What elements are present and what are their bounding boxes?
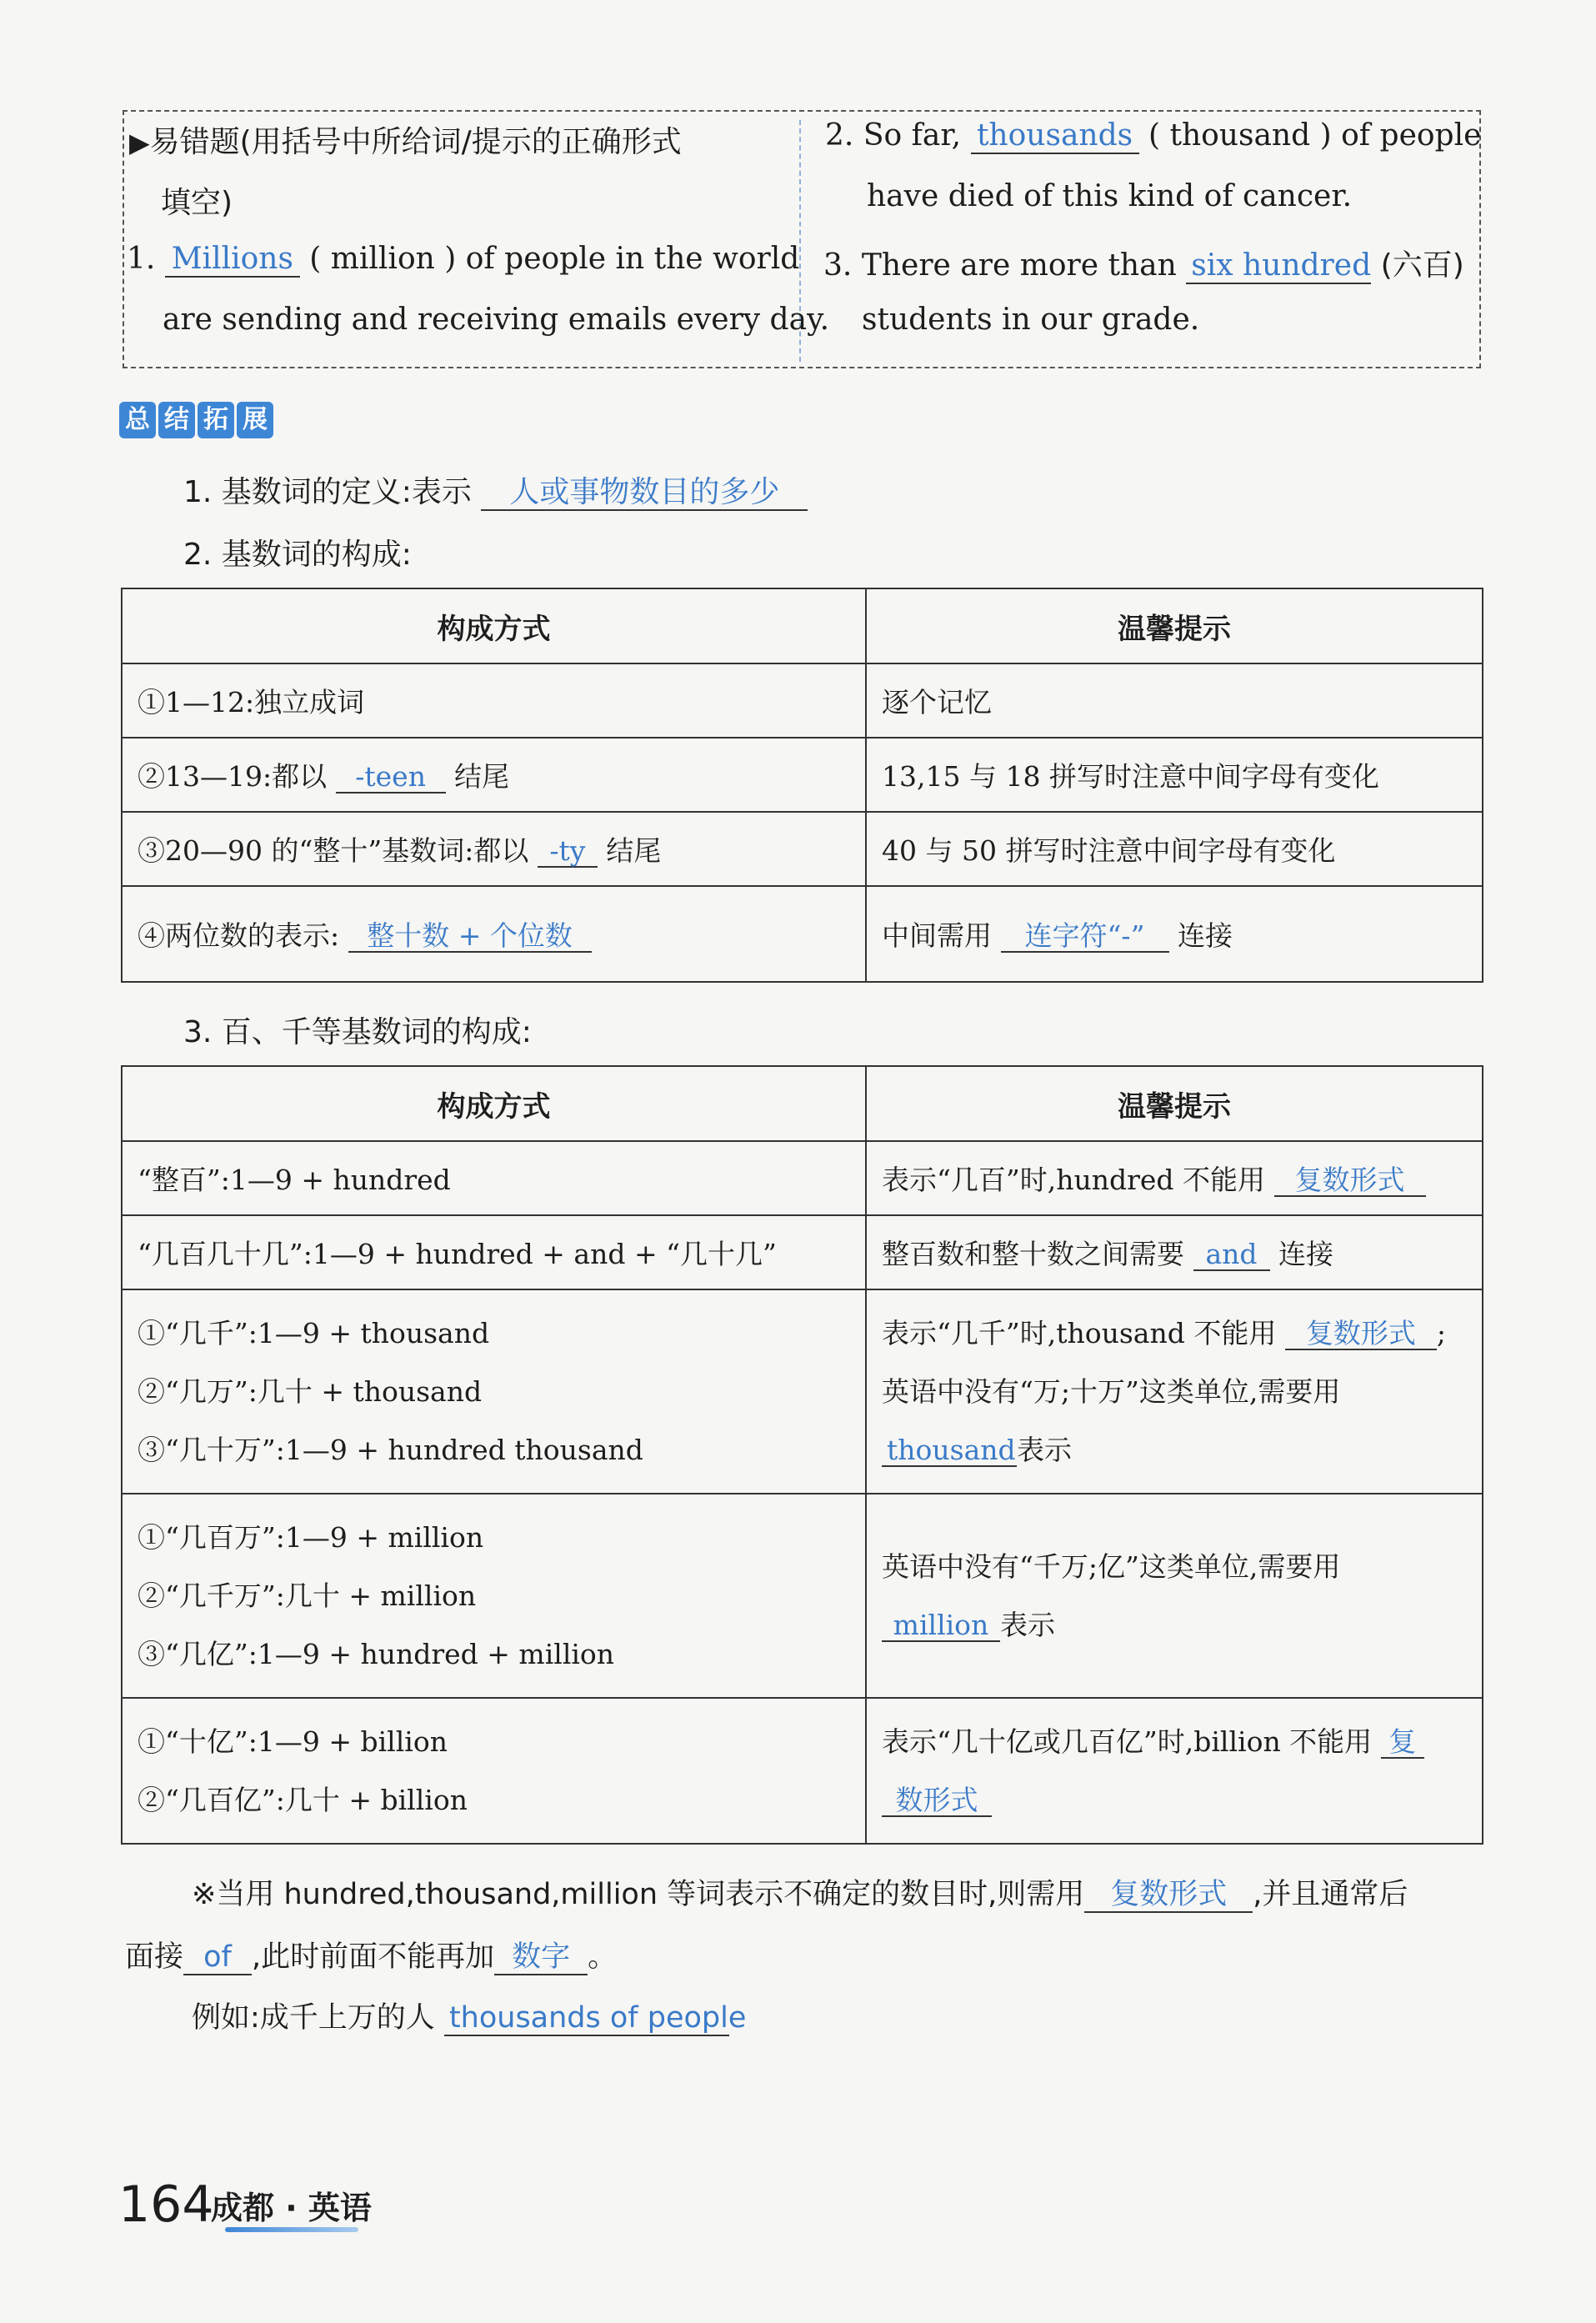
table-header: 温馨提示 bbox=[866, 588, 1483, 663]
answer-blank: 复 bbox=[1381, 1727, 1424, 1759]
question-2-line2: have died of this kind of cancer. bbox=[867, 179, 1353, 213]
question-1-line1: 1. Millions ( million ) of people in the world bbox=[127, 242, 800, 276]
note-line-1: ※当用 hundred,thousand,million 等词表示不确定的数目时,则需用 复数形式 ,并且通常后 bbox=[192, 1878, 1408, 1911]
answer-blank: -teen bbox=[336, 762, 446, 794]
triangle-icon: ▶ bbox=[129, 127, 150, 158]
summary-hundred-title: 3. 百、千等基数词的构成: bbox=[183, 1015, 532, 1049]
cell: “几百几十几”:1—9 + hundred + and + “几十几” bbox=[122, 1215, 866, 1289]
summary-structure-title: 2. 基数词的构成: bbox=[183, 538, 412, 572]
cell: 13,15 与 18 拼写时注意中间字母有变化 bbox=[866, 738, 1483, 812]
table-row bbox=[122, 663, 1483, 738]
page-number: 164 bbox=[118, 2175, 214, 2234]
table-header: 构成方式 bbox=[122, 588, 866, 663]
answer-blank: Millions bbox=[165, 243, 300, 278]
answer-blank: six hundred bbox=[1186, 249, 1371, 284]
answer-blank: and bbox=[1193, 1239, 1270, 1271]
note-line-2: 面接 of ,此时前面不能再加 数字 。 bbox=[125, 1940, 618, 1974]
cell: 英语中没有“千万;亿”这类单位,需要用 million 表示 bbox=[866, 1494, 1483, 1698]
summary-definition: 1. 基数词的定义:表示 人或事物数目的多少 bbox=[183, 468, 808, 511]
badge-char: 结 bbox=[158, 402, 195, 438]
cell: ②13—19:都以 -teen 结尾 bbox=[122, 738, 866, 812]
answer-blank: thousand bbox=[882, 1435, 1017, 1467]
question-2-line1: 2. So far, thousands ( thousand ) of people bbox=[825, 118, 1482, 153]
cell: 40 与 50 拼写时注意中间字母有变化 bbox=[866, 812, 1483, 886]
question-3-line1: 3. There are more than six hundred (六百) bbox=[823, 248, 1464, 283]
cell: “整百”:1—9 + hundred bbox=[122, 1141, 866, 1215]
cell: 逐个记忆 bbox=[866, 663, 1483, 738]
answer-blank: 数形式 bbox=[882, 1785, 992, 1817]
cell: ③20—90 的“整十”基数词:都以 -ty 结尾 bbox=[122, 812, 866, 886]
badge-char: 拓 bbox=[198, 402, 234, 438]
table-header: 构成方式 bbox=[122, 1066, 866, 1141]
answer-blank: thousands of people bbox=[444, 2002, 729, 2036]
answer-blank: 整十数 + 个位数 bbox=[348, 921, 592, 953]
cell: ①“几百万”:1—9 + million ②“几千万”:几十 + million ③“几亿”:1—9 + hundred + million bbox=[122, 1494, 866, 1698]
answer-blank: of bbox=[183, 1941, 252, 1975]
table-header: 温馨提示 bbox=[866, 1066, 1483, 1141]
cell: 整百数和整十数之间需要 and 连接 bbox=[866, 1215, 1483, 1289]
exercise-heading: ▶易错题(用括号中所给词/提示的正确形式 bbox=[129, 125, 682, 159]
cell: ①“几千”:1—9 + thousand ②“几万”:几十 + thousand ③“几十万”:1—9 + hundred thousand bbox=[122, 1289, 866, 1494]
cell: ④两位数的表示: 整十数 + 个位数 bbox=[122, 886, 866, 982]
exercise-heading-2: 填空) bbox=[161, 186, 233, 220]
table-row bbox=[122, 1698, 1483, 1844]
table-row bbox=[122, 1215, 1483, 1289]
answer-blank: 复数形式 bbox=[1274, 1165, 1426, 1197]
note-example: 例如:成千上万的人 thousands of people bbox=[192, 2001, 747, 2035]
badge-char: 展 bbox=[237, 402, 273, 438]
badge-char: 总 bbox=[119, 402, 156, 438]
cell: 中间需用 连字符“-” 连接 bbox=[866, 886, 1483, 982]
answer-blank: thousands bbox=[971, 119, 1139, 154]
table-row bbox=[122, 1141, 1483, 1215]
answer-blank: 复数形式 bbox=[1084, 1879, 1253, 1913]
answer-blank: -ty bbox=[538, 836, 598, 868]
answer-blank: 连字符“-” bbox=[1001, 921, 1169, 953]
table-row bbox=[122, 1289, 1483, 1494]
question-1-line2: are sending and receiving emails every day. bbox=[163, 303, 830, 337]
answer-blank: 数字 bbox=[494, 1941, 588, 1975]
table-row bbox=[122, 1494, 1483, 1698]
cell: ①“十亿”:1—9 + billion ②“几百亿”:几十 + billion bbox=[122, 1698, 866, 1844]
footer-underline bbox=[225, 2227, 358, 2232]
answer-blank: 人或事物数目的多少 bbox=[481, 476, 808, 511]
cell: 表示“几千”时,thousand 不能用 复数形式 ; 英语中没有“万;十万”这类单位,需要用 thousand表示 bbox=[866, 1289, 1483, 1494]
cell: 表示“几百”时,hundred 不能用 复数形式 bbox=[866, 1141, 1483, 1215]
answer-blank: million bbox=[882, 1610, 1000, 1642]
table-row bbox=[122, 738, 1483, 812]
section-badge bbox=[119, 402, 273, 438]
table-hundred-thousand bbox=[121, 1065, 1483, 1845]
table-row bbox=[122, 812, 1483, 886]
answer-blank: 复数形式 bbox=[1285, 1319, 1437, 1350]
cell: 表示“几十亿或几百亿”时,billion 不能用 复 数形式 bbox=[866, 1698, 1483, 1844]
table-cardinal-structure bbox=[121, 588, 1483, 983]
cell: ①1—12:独立成词 bbox=[122, 663, 866, 738]
table-row bbox=[122, 886, 1483, 982]
question-3-line2: students in our grade. bbox=[862, 303, 1200, 337]
footer-label: 成都 · 英语 bbox=[211, 2190, 372, 2226]
